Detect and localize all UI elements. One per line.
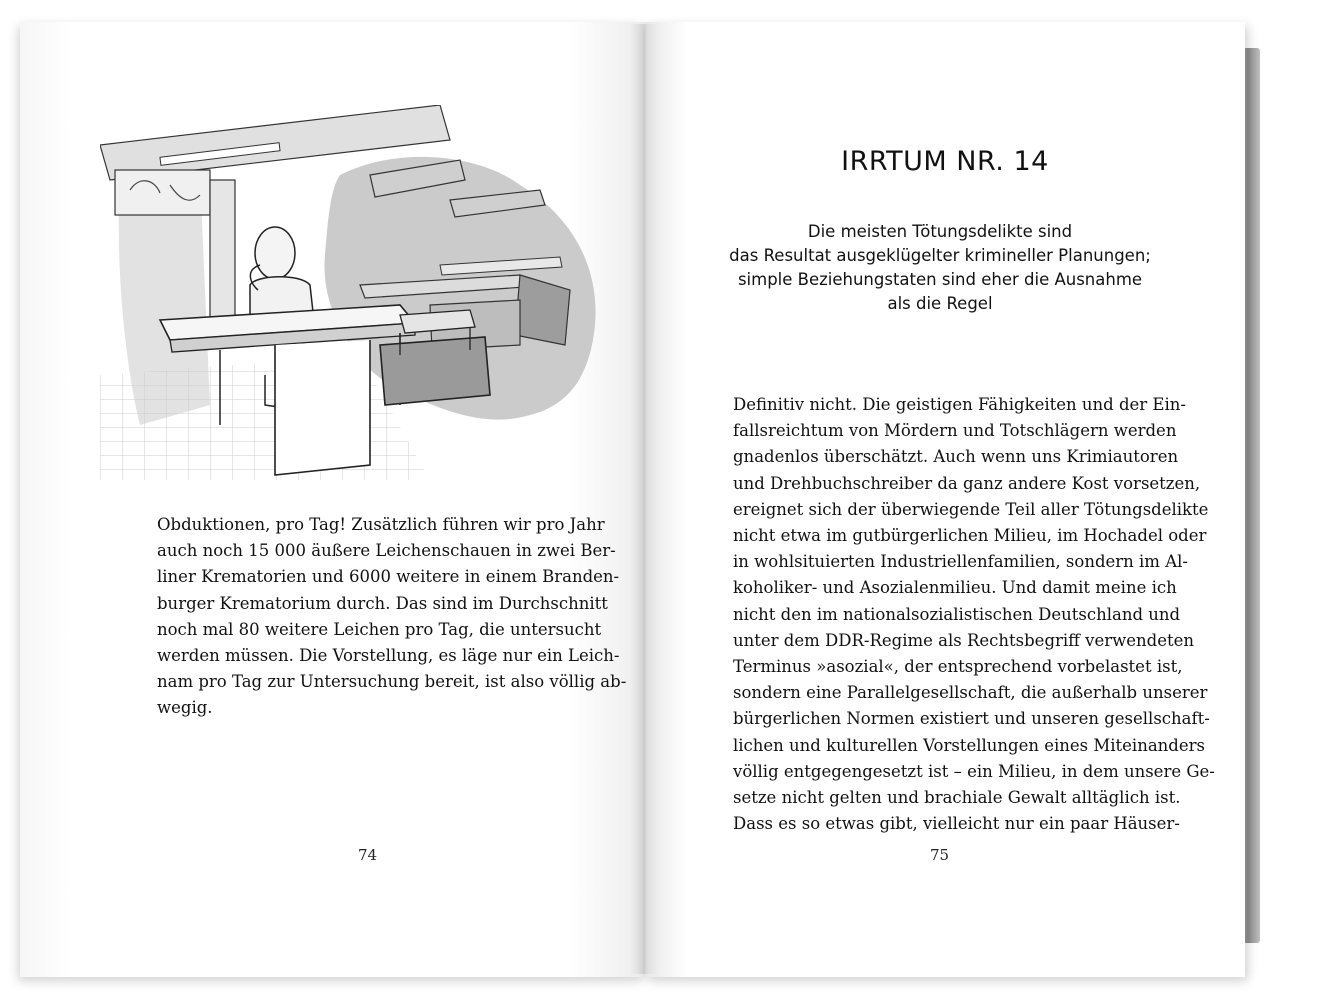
subtitle-line: simple Beziehungstaten sind eher die Ausnahme bbox=[737, 270, 1143, 289]
text-line: noch mal 80 weitere Leichen pro Tag, die untersucht bbox=[157, 619, 602, 639]
text-line: völlig entgegengesetzt ist – ein Milieu, in dem unsere Ge- bbox=[733, 761, 1215, 781]
right-page-body bbox=[733, 392, 1215, 837]
autopsy-room-illustration-icon bbox=[100, 105, 610, 480]
text-line: Obduktionen, pro Tag! Zusätzlich führen wir pro Jahr bbox=[157, 515, 605, 534]
subtitle-line: als die Regel bbox=[887, 294, 993, 313]
text-line: nicht etwa im gutbürgerlichen Milieu, im Hochadel oder bbox=[733, 526, 1207, 546]
chapter-title: IRRTUM NR. 14 bbox=[841, 146, 1049, 177]
text-line: in wohlsituierten Industriellenfamilien, sondern im Al- bbox=[733, 552, 1188, 572]
subtitle-line: das Resultat ausgeklügelter krimineller Planungen; bbox=[729, 246, 1151, 265]
text-line: koholiker- und Asozialenmilieu. Und damit meine ich bbox=[733, 578, 1177, 598]
text-line: sondern eine Parallelgesellschaft, die außerhalb unserer bbox=[733, 683, 1208, 703]
left-page-body bbox=[157, 512, 627, 722]
text-line: burger Krematorium durch. Das sind im Durchschnitt bbox=[157, 593, 608, 613]
page-number-right: 75 bbox=[930, 846, 950, 864]
text-line: nam pro Tag zur Untersuchung bereit, ist also völlig ab- bbox=[157, 672, 627, 692]
text-line: bürgerlichen Normen existiert und unseren gesellschaft- bbox=[733, 709, 1210, 729]
text-line: Definitiv nicht. Die geistigen Fähigkeiten und der Ein- bbox=[733, 395, 1186, 414]
text-line: werden müssen. Die Vorstellung, es läge nur ein Leich- bbox=[157, 646, 620, 666]
text-line: gnadenlos überschätzt. Auch wenn uns Krimiautoren bbox=[733, 447, 1179, 467]
text-line: auch noch 15 000 äußere Leichenschauen in zwei Ber- bbox=[157, 541, 616, 561]
text-line: setze nicht gelten und brachiale Gewalt alltäglich ist. bbox=[733, 788, 1181, 808]
text-line: und Drehbuchschreiber da ganz andere Kost vorsetzen, bbox=[733, 473, 1201, 493]
subtitle-line: Die meisten Tötungsdelikte sind bbox=[807, 222, 1073, 241]
text-line: nicht den im nationalsozialistischen Deutschland und bbox=[733, 604, 1181, 624]
text-line: Dass es so etwas gibt, vielleicht nur ein paar Häuser- bbox=[733, 814, 1180, 834]
text-line: ereignet sich der überwiegende Teil aller Tötungsdelikte bbox=[733, 499, 1209, 519]
book-gutter bbox=[630, 24, 660, 974]
text-line: fallsreichtum von Mördern und Totschlägern werden bbox=[733, 421, 1177, 441]
page-number-left: 74 bbox=[358, 846, 378, 864]
text-line: wegig. bbox=[157, 698, 213, 718]
text-line: unter dem DDR-Regime als Rechtsbegriff verwendeten bbox=[733, 630, 1194, 650]
text-line: Terminus »asozial«, der entsprechend vorbelastet ist, bbox=[733, 657, 1183, 677]
text-line: lichen und kulturellen Vorstellungen eines Miteinanders bbox=[733, 735, 1205, 755]
chapter-subtitle bbox=[720, 220, 1160, 316]
text-line: liner Krematorien und 6000 weitere in einem Branden- bbox=[157, 567, 620, 587]
